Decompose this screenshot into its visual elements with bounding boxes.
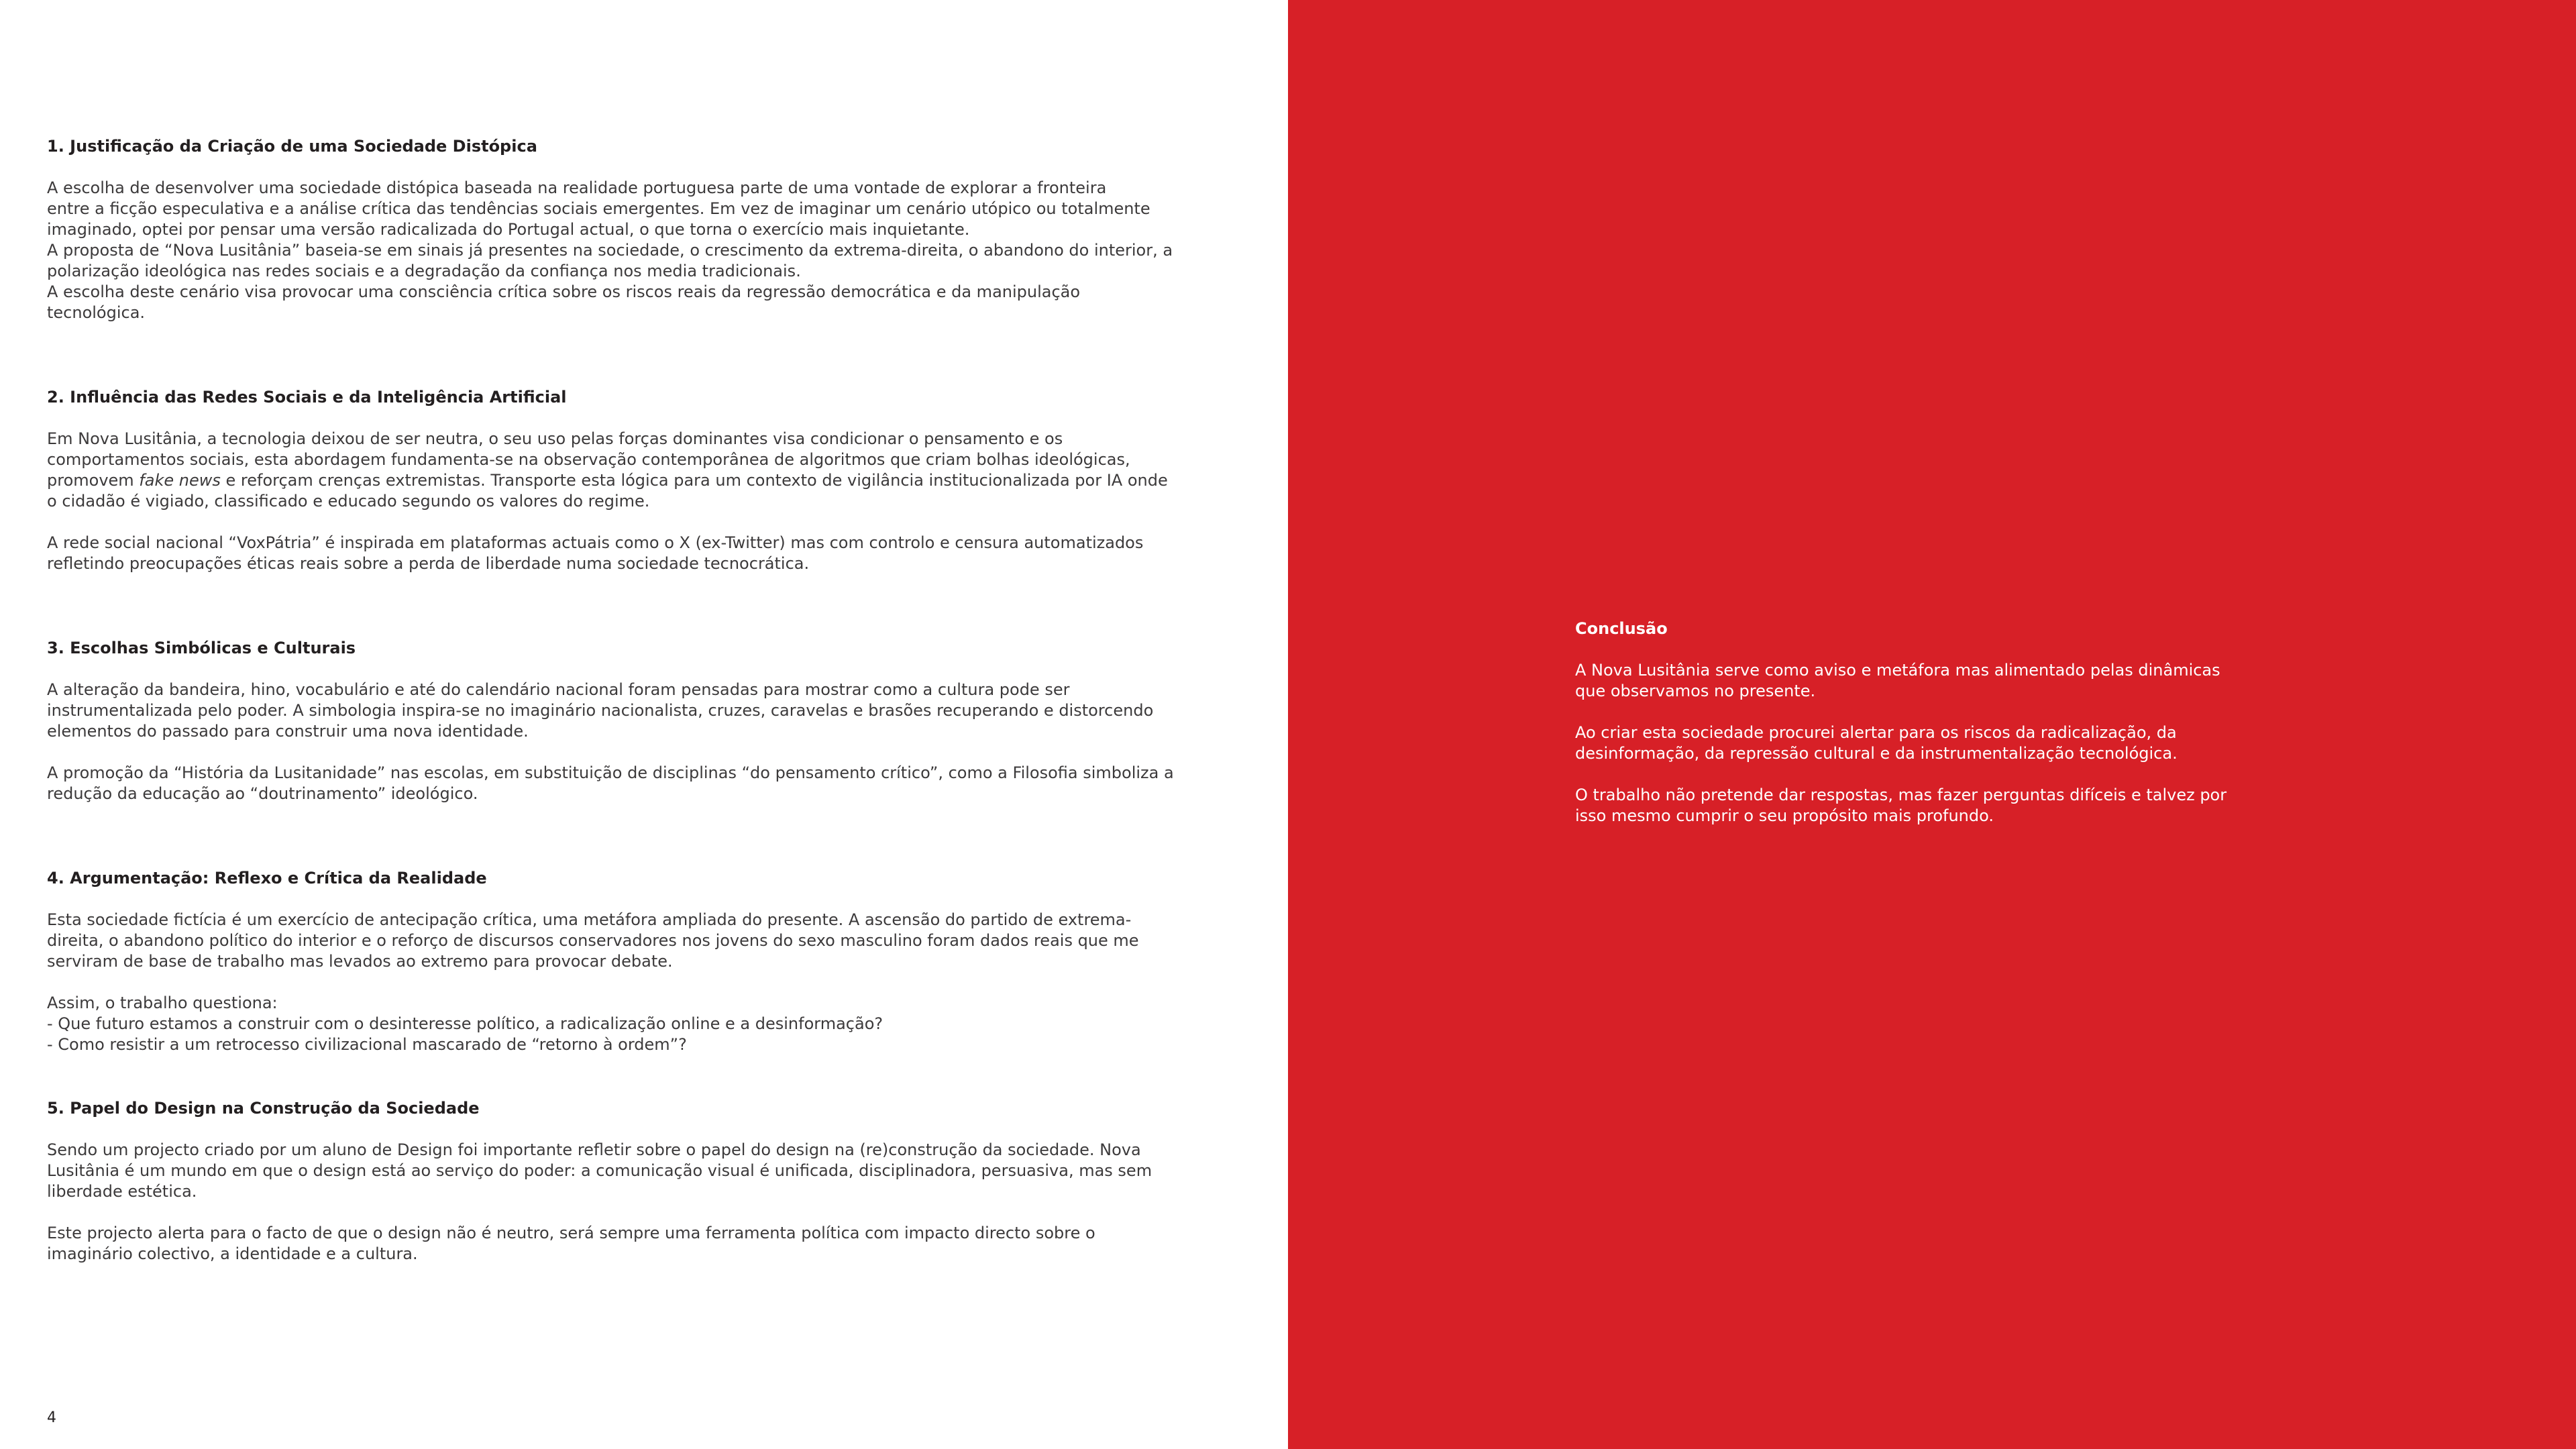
paragraph-line: A rede social nacional “VoxPátria” é inspirada em plataformas actuais como o X (ex-Twitter) mas com controlo e censura automatizados (47, 533, 1144, 552)
paragraph-line: liberdade estética. (47, 1182, 197, 1201)
paragraph-line: Assim, o trabalho questiona: (47, 994, 278, 1012)
section-heading: 3. Escolhas Simbólicas e Culturais (47, 639, 356, 657)
paragraph-line: instrumentalizada pelo poder. A simbologia inspira-se no imaginário nacionalista, cruzes, caravelas e brasões recuperando e distorcendo (47, 701, 1154, 720)
paragraph-line: A proposta de “Nova Lusitânia” baseia-se em sinais já presentes na sociedade, o crescimento da extrema-direita, o abandono do interior, a (47, 241, 1173, 260)
paragraph-line: imaginado, optei por pensar uma versão radicalizada do Portugal actual, o que torna o exercício mais inquietante. (47, 220, 970, 239)
paragraph-line: comportamentos sociais, esta abordagem fundamenta-se na observação contemporânea de algoritmos que criam bolhas ideológicas, (47, 450, 1130, 469)
section-heading: 1. Justificação da Criação de uma Sociedade Distópica (47, 137, 537, 156)
right-page-red-panel (1288, 0, 2576, 1449)
paragraph-line: refletindo preocupações éticas reais sobre a perda de liberdade numa sociedade tecnocrática. (47, 554, 810, 573)
paragraph-line: Em Nova Lusitânia, a tecnologia deixou de ser neutra, o seu uso pelas forças dominantes visa condicionar o pensamento e os (47, 429, 1063, 448)
paragraph-line: redução da educação ao “doutrinamento” ideológico. (47, 784, 478, 803)
section-justification (47, 136, 1241, 323)
paragraph-line: Esta sociedade fictícia é um exercício de antecipação crítica, uma metáfora ampliada do presente. A ascensão do partido de extrema- (47, 910, 1132, 929)
line-text: e reforçam crenças extremistas. Transporte esta lógica para um contexto de vigilância institucionalizada por IA onde (220, 471, 1168, 490)
list-item: - Que futuro estamos a construir com o desinteresse político, a radicalização online e a desinformação? (47, 1014, 883, 1033)
page-number: 4 (47, 1409, 56, 1426)
paragraph-line: Este projecto alerta para o facto de que o design não é neutro, será sempre uma ferramenta política com impacto directo sobre o (47, 1224, 1095, 1242)
italic-term: fake news (139, 471, 221, 490)
list-item: - Como resistir a um retrocesso civilizacional mascarado de “retorno à ordem”? (47, 1035, 687, 1054)
line-text: promovem (47, 471, 140, 490)
paragraph-line: serviram de base de trabalho mas levados ao extremo para provocar debate. (47, 952, 673, 971)
paragraph-line: O trabalho não pretende dar respostas, mas fazer perguntas difíceis e talvez por (1575, 786, 2227, 804)
paragraph-line: Lusitânia é um mundo em que o design está ao serviço do poder: a comunicação visual é unificada, disciplinadora, persuasiva, mas sem (47, 1161, 1152, 1180)
paragraph-line: direita, o abandono político do interior e o reforço de discursos conservadores nos jovens do sexo masculino foram dados reais que me (47, 931, 1139, 950)
paragraph-line: o cidadão é vigiado, classificado e educado segundo os valores do regime. (47, 492, 650, 511)
paragraph-line: A Nova Lusitânia serve como aviso e metáfora mas alimentado pelas dinâmicas (1575, 661, 2220, 680)
section-heading: 5. Papel do Design na Construção da Sociedade (47, 1099, 480, 1118)
paragraph-line: A alteração da bandeira, hino, vocabulário e até do calendário nacional foram pensadas para mostrar como a cultura pode ser (47, 680, 1070, 699)
section-heading: 2. Influência das Redes Sociais e da Inteligência Artificial (47, 388, 567, 407)
section-argumentation (47, 868, 1241, 1055)
paragraph-line: polarização ideológica nas redes sociais e a degradação da confiança nos media tradicionais. (47, 262, 801, 280)
section-design-role (47, 1098, 1241, 1265)
paragraph-line: A escolha deste cenário visa provocar uma consciência crítica sobre os riscos reais da regressão democrática e da manipulação (47, 282, 1081, 301)
section-symbolic-choices (47, 638, 1241, 804)
paragraph-line: imaginário colectivo, a identidade e a cultura. (47, 1244, 418, 1263)
section-heading: 4. Argumentação: Reflexo e Crítica da Realidade (47, 869, 487, 888)
conclusion-block (1575, 619, 2286, 826)
paragraph-line: isso mesmo cumprir o seu propósito mais profundo. (1575, 806, 1994, 825)
paragraph-line: tecnológica. (47, 303, 146, 322)
paragraph-line: que observamos no presente. (1575, 682, 1816, 700)
section-social-media-ai (47, 387, 1241, 574)
paragraph-line: entre a ficção especulativa e a análise crítica das tendências sociais emergentes. Em vez de imaginar um cenário utópico ou totalmente (47, 199, 1150, 218)
paragraph-line (47, 470, 1241, 491)
paragraph-line: A escolha de desenvolver uma sociedade distópica baseada na realidade portuguesa parte de uma vontade de explorar a fronteira (47, 178, 1107, 197)
paragraph-line: elementos do passado para construir uma nova identidade. (47, 722, 529, 741)
conclusion-heading: Conclusão (1575, 619, 1668, 638)
paragraph-line: Sendo um projecto criado por um aluno de Design foi importante refletir sobre o papel do design na (re)construção da sociedade. Nova (47, 1140, 1141, 1159)
paragraph-line: A promoção da “História da Lusitanidade” nas escolas, em substituição de disciplinas “do pensamento crítico”, como a Filosofia simboliza a (47, 763, 1174, 782)
paragraph-line: desinformação, da repressão cultural e da instrumentalização tecnológica. (1575, 744, 2178, 763)
paragraph-line: Ao criar esta sociedade procurei alertar para os riscos da radicalização, da (1575, 723, 2177, 742)
